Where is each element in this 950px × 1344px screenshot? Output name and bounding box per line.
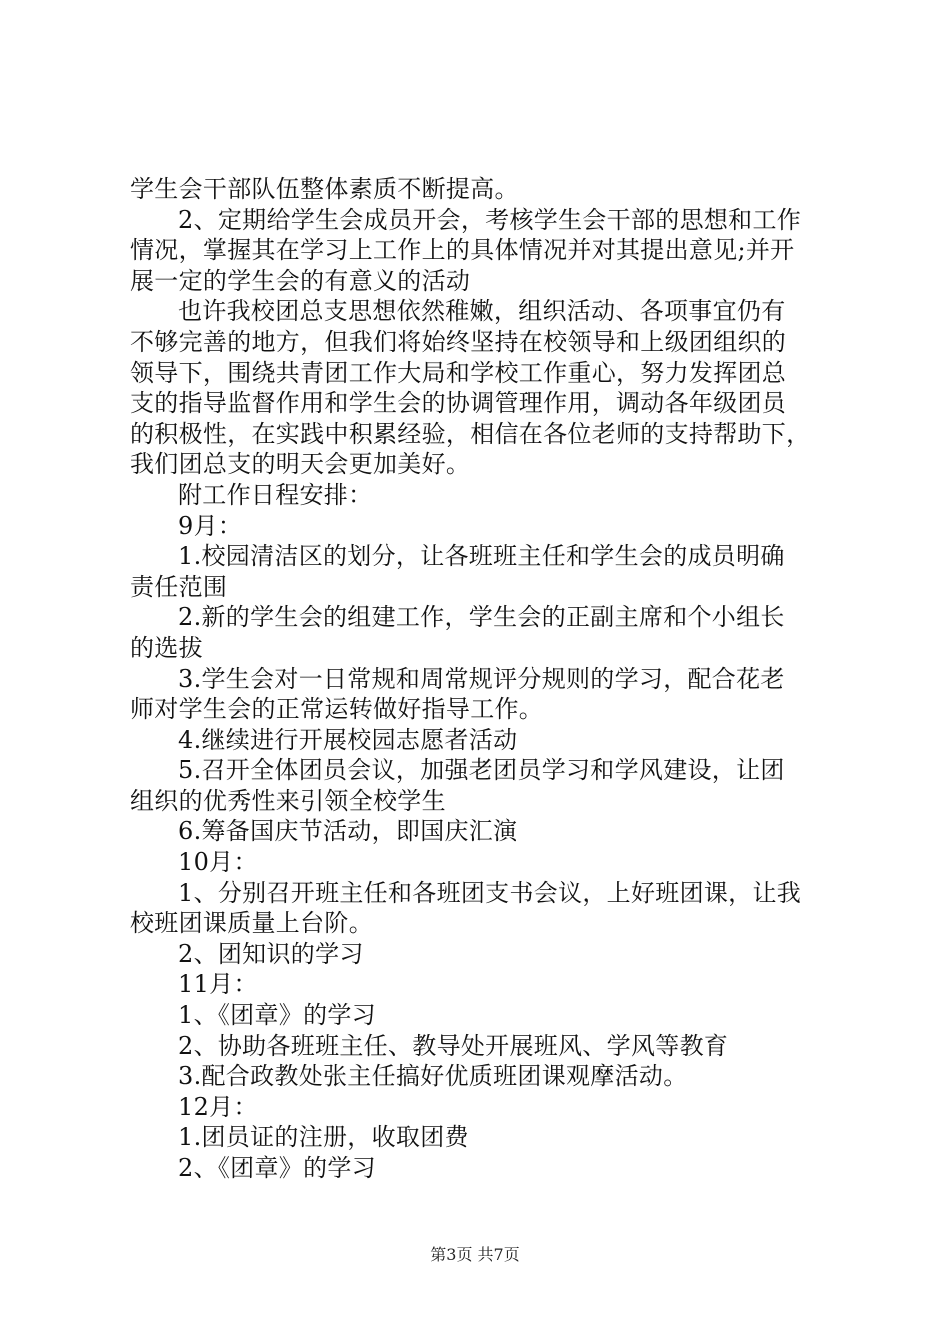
text-line: 支的指导监督作用和学生会的协调管理作用，调动各年级团员: [130, 389, 787, 418]
text-line: 责任范围: [130, 572, 228, 601]
text-line: 1.校园清洁区的划分，让各班班主任和学生会的成员明确: [178, 542, 785, 571]
text-line: 附工作日程安排：: [178, 480, 373, 509]
text-line: 3.配合政教处张主任搞好优质班团课观摩活动。: [178, 1062, 688, 1091]
document-body: [130, 174, 830, 1184]
text-line: 10月：: [178, 848, 258, 877]
text-line: 1.团员证的注册，收取团费: [178, 1123, 469, 1152]
text-line: 也许我校团总支思想依然稚嫩，组织活动、各项事宜仍有: [178, 297, 786, 326]
text-line: 5.召开全体团员会议，加强老团员学习和学风建设，让团: [178, 756, 785, 785]
text-line: 学生会干部队伍整体素质不断提高。: [130, 175, 519, 203]
text-line: 3.学生会对一日常规和周常规评分规则的学习，配合花老: [178, 664, 785, 693]
text-line: 组织的优秀性来引领全校学生: [130, 786, 446, 815]
page-number-footer: 第3页 共7页: [430, 1245, 520, 1264]
text-line: 9月：: [178, 511, 243, 540]
text-line: 2、协助各班班主任、教导处开展班风、学风等教育: [178, 1031, 729, 1060]
text-line: 4.继续进行开展校园志愿者活动: [178, 725, 518, 754]
text-line: 2、《团章》的学习: [178, 1154, 376, 1182]
text-line: 校班团课质量上台阶。: [130, 909, 373, 938]
text-line: 不够完善的地方，但我们将始终坚持在校领导和上级团组织的: [130, 327, 787, 356]
text-line: 6.筹备国庆节活动，即国庆汇演: [178, 817, 518, 846]
text-line: 2、定期给学生会成员开会，考核学生会干部的思想和工作: [178, 205, 802, 234]
text-line: 1、分别召开班主任和各班团支书会议，上好班团课，让我: [178, 878, 802, 907]
text-line: 的积极性，在实践中积累经验，相信在各位老师的支持帮助下，: [130, 419, 811, 448]
text-line: 2.新的学生会的组建工作，学生会的正副主席和个小组长: [178, 603, 785, 632]
text-line: 我们团总支的明天会更加美好。: [130, 450, 471, 479]
text-line: 领导下，围绕共青团工作大局和学校工作重心，努力发挥团总: [130, 358, 787, 387]
text-line: 情况，掌握其在学习上工作上的具体情况并对其提出意见;并开: [130, 236, 795, 265]
text-line: 展一定的学生会的有意义的活动: [130, 266, 471, 295]
text-line: 2、团知识的学习: [178, 939, 364, 968]
text-line: 11月：: [178, 970, 258, 999]
text-line: 师对学生会的正常运转做好指导工作。: [130, 695, 544, 724]
text-line: 的选拔: [130, 633, 203, 662]
text-line: 1、《团章》的学习: [178, 1001, 376, 1030]
text-line: 12月：: [178, 1092, 258, 1121]
